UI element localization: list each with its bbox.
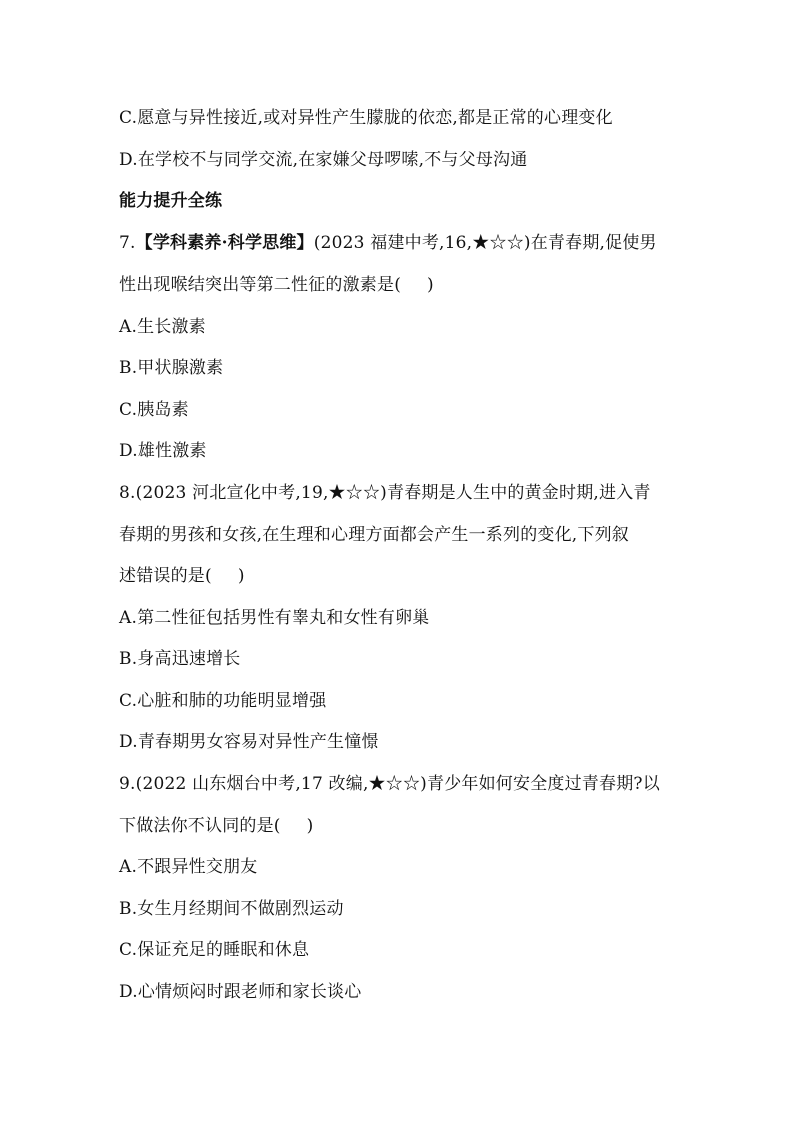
q8-stem-line3 (119, 565, 699, 587)
q9-option-d: D.心情烦闷时跟老师和家长谈心 (119, 982, 362, 1002)
q8-paren-close: ) (237, 566, 245, 586)
q7-option-d: D.雄性激素 (119, 441, 207, 461)
q7-stem-line1 (119, 232, 699, 254)
q8-option-a: A.第二性征包括男性有睾丸和女性有卵巢 (119, 608, 430, 628)
section-title: 能力提升全练 (119, 191, 223, 211)
q8-option-d: D.青春期男女容易对异性产生憧憬 (119, 732, 379, 752)
q7-number: 7. (119, 233, 136, 253)
q9-paren-close: ) (306, 816, 314, 836)
q7-option-a: A.生长激素 (119, 317, 206, 337)
q7-tag: 【学科素养·科学思维】 (135, 233, 314, 253)
q8-option-c: C.心脏和肺的功能明显增强 (119, 691, 327, 711)
q9-stem-text2: 下做法你不认同的是( (119, 816, 281, 836)
q6-option-c: C.愿意与异性接近,或对异性产生朦胧的依恋,都是正常的心理变化 (119, 108, 613, 128)
q8-stem-line1: 8.(2023 河北宣化中考,19,★☆☆)青春期是人生中的黄金时期,进入青 (119, 483, 651, 503)
q9-option-a: A.不跟异性交朋友 (119, 857, 258, 877)
q9-stem-line2 (119, 815, 699, 837)
q7-stem-line2 (119, 274, 699, 296)
q8-option-b: B.身高迅速增长 (119, 649, 241, 669)
q9-option-c: C.保证充足的睡眠和休息 (119, 940, 310, 960)
q8-stem-line2: 春期的男孩和女孩,在生理和心理方面都会产生一系列的变化,下列叙 (119, 525, 630, 545)
q9-option-b: B.女生月经期间不做剧烈运动 (119, 899, 344, 919)
q7-paren-close: ) (427, 275, 434, 295)
q7-option-b: B.甲状腺激素 (119, 358, 224, 378)
q8-stem-text3: 述错误的是( (119, 566, 212, 586)
q9-stem-line1: 9.(2022 山东烟台中考,17 改编,★☆☆)青少年如何安全度过青春期?以 (119, 774, 660, 794)
q6-option-d: D.在学校不与同学交流,在家嫌父母啰嗦,不与父母沟通 (119, 150, 528, 170)
q7-option-c: C.胰岛素 (119, 400, 189, 420)
q7-stem-text: (2023 福建中考,16,★☆☆)在青春期,促使男 (313, 233, 657, 253)
q7-stem-text2: 性出现喉结突出等第二性征的激素是( (119, 275, 402, 295)
